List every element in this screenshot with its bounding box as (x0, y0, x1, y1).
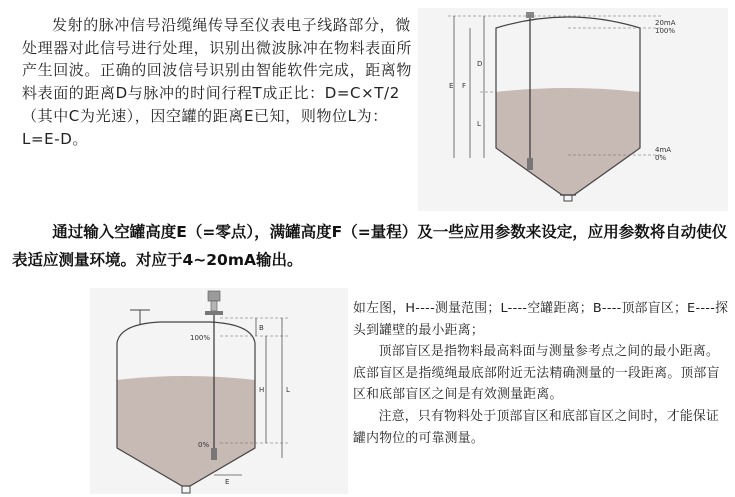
outlet-pipe-2 (182, 486, 190, 493)
tank-diagram-bottom-svg (90, 288, 348, 494)
tank-diagram-bottom (90, 288, 348, 494)
bottom-description (353, 298, 729, 449)
tank-diagram-top (418, 8, 728, 211)
label-e: E (449, 82, 454, 90)
instrument-flange (205, 311, 223, 315)
outlet-pipe (564, 195, 572, 201)
tank-diagram-top-svg (418, 8, 728, 211)
note-paragraph: 注意，只有物料处于顶部盲区和底部盲区之间时，才能保证罐内物位的可靠测量。 (353, 408, 720, 446)
top-description (22, 14, 412, 150)
label-b: B (259, 324, 264, 332)
instrument-neck (211, 301, 217, 311)
label-100-bottom: 100% (190, 334, 211, 342)
probe-head (526, 12, 534, 18)
middle-description (12, 218, 728, 274)
blind-zone-paragraph: 顶部盲区是指物料最高料面与测量参考点之间的最小距离。底部盲区是指缆绳最底部附近无法精确测量的一段距离。顶部盲区和底部盲区之间是有效测量距离。 (353, 344, 720, 403)
label-h: H (259, 386, 265, 394)
label-100-top: 100% (655, 27, 676, 35)
instrument-head (208, 291, 220, 301)
label-0-top: 0% (655, 154, 667, 162)
label-l-2: L (286, 386, 290, 394)
label-0-bottom: 0% (198, 441, 210, 449)
label-4ma: 4mA (655, 146, 672, 154)
label-l: L (477, 120, 481, 128)
side-nozzle (130, 310, 150, 324)
label-e-2: E (225, 478, 230, 486)
probe-weight-2 (211, 448, 217, 460)
definitions-line: 如左图，H----测量范围；L----空罐距离；B----顶部盲区；E----探头到罐壁的最小距离； (353, 301, 729, 338)
middle-paragraph: 通过输入空罐高度E（=零点），满罐高度F（=量程）及一些应用参数来设定，应用参数将自动使仪表适应测量环境。对应于4~20mA输出。 (12, 223, 728, 269)
label-20ma: 20mA (655, 19, 676, 27)
material-fill-2 (117, 376, 255, 486)
label-f: F (462, 82, 467, 90)
top-paragraph: 发射的脉冲信号沿缆绳传导至仪表电子线路部分，微处理器对此信号进行处理，识别出微波脉冲在物料表面所产生回波。正确的回波信号识别由智能软件完成，距离物料表面的距离D与脉冲的时间行程T成正比：D=C×T/2（其中C为光速），因空罐的距离E已知，则物位L为：L=E-D。 (22, 16, 413, 148)
material-fill (496, 88, 640, 195)
label-d: D (477, 60, 483, 68)
probe-weight (527, 158, 533, 170)
